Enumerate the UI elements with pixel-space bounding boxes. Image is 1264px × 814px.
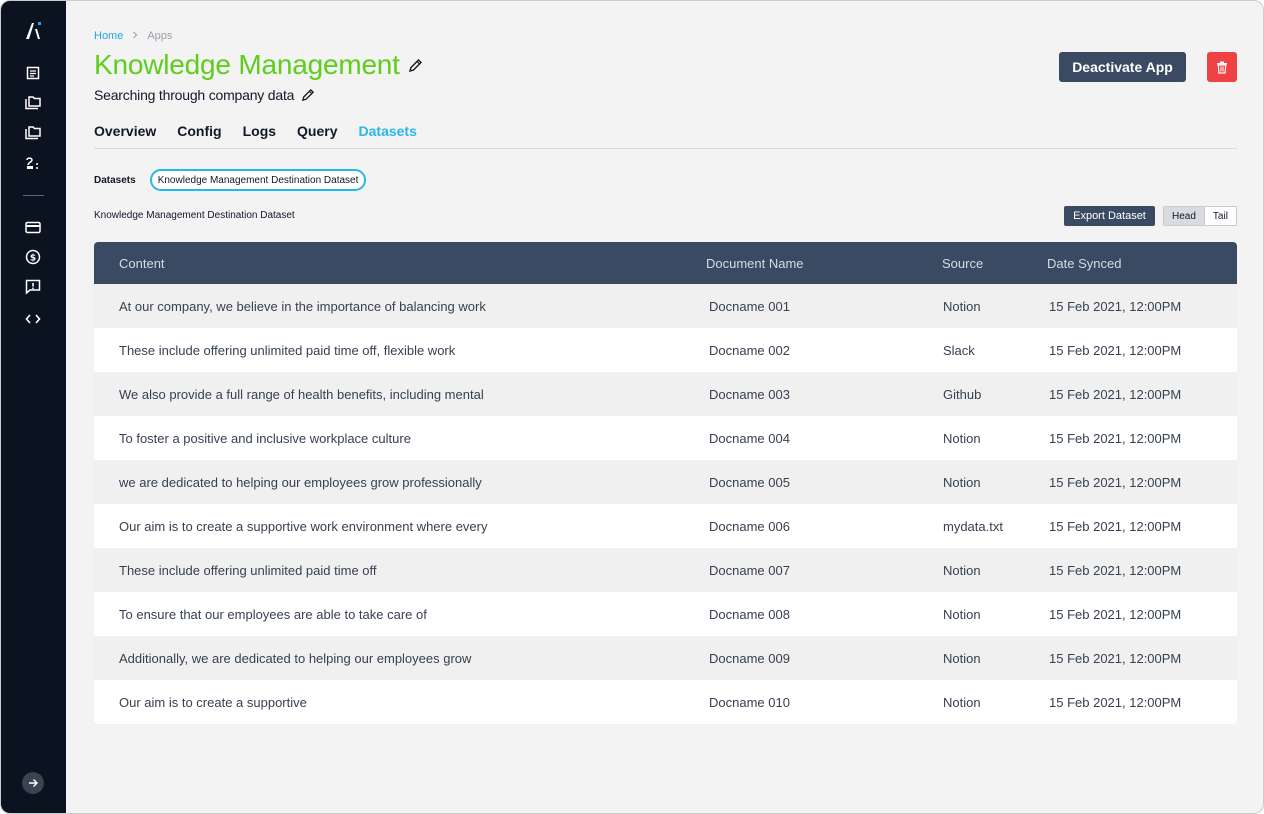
export-dataset-button[interactable]: Export Dataset	[1064, 206, 1155, 226]
cell-content: Our aim is to create a supportive work environment where every	[119, 518, 488, 534]
cell-document-name: Docname 007	[709, 562, 790, 578]
cell-source: Slack	[943, 342, 975, 358]
tab-logs[interactable]: Logs	[242, 123, 277, 139]
cell-document-name: Docname 010	[709, 694, 790, 710]
cell-content: Additionally, we are dedicated to helping our employees grow	[119, 650, 472, 666]
cell-date-synced: 15 Feb 2021, 12:00PM	[1049, 518, 1182, 534]
cell-document-name: Docname 003	[709, 386, 790, 402]
cell-date-synced: 15 Feb 2021, 12:00PM	[1049, 650, 1182, 666]
cell-date-synced: 15 Feb 2021, 12:00PM	[1049, 298, 1182, 314]
dataset-chip[interactable]: Knowledge Management Destination Dataset	[150, 169, 367, 191]
cell-document-name: Docname 004	[709, 430, 790, 446]
deactivate-app-button[interactable]: Deactivate App	[1059, 52, 1186, 82]
cell-date-synced: 15 Feb 2021, 12:00PM	[1049, 386, 1182, 402]
table-row[interactable]	[94, 372, 1237, 416]
svg-text:$: $	[29, 253, 37, 264]
cell-content: We also provide a full range of health benefits, including mental	[119, 386, 484, 402]
tail-option[interactable]: Tail	[1212, 210, 1228, 222]
title-row	[94, 49, 424, 81]
page-subtitle: Searching through company data	[94, 87, 295, 103]
tabs-divider	[94, 148, 1237, 149]
column-header-document-name[interactable]: Document Name	[706, 255, 804, 271]
tab-datasets[interactable]: Datasets	[358, 123, 417, 139]
cell-content: we are dedicated to helping our employees grow professionally	[119, 474, 482, 490]
table-row[interactable]	[94, 284, 1237, 328]
cell-document-name: Docname 001	[709, 298, 790, 314]
cell-date-synced: 15 Feb 2021, 12:00PM	[1049, 606, 1182, 622]
cell-date-synced: 15 Feb 2021, 12:00PM	[1049, 694, 1182, 710]
cell-source: mydata.txt	[943, 518, 1003, 534]
head-option[interactable]: Head	[1164, 207, 1205, 225]
folders-icon[interactable]	[22, 92, 44, 114]
subtitle-row	[94, 87, 316, 103]
tab-query[interactable]: Query	[297, 123, 338, 139]
table-row[interactable]	[94, 680, 1237, 724]
cell-document-name: Docname 009	[709, 650, 790, 666]
cell-content: To ensure that our employees are able to take care of	[119, 606, 427, 622]
cell-content: Our aim is to create a supportive	[119, 694, 307, 710]
cell-document-name: Docname 006	[709, 518, 790, 534]
sidebar	[1, 1, 66, 813]
cell-source: Notion	[943, 430, 981, 446]
cell-source: Notion	[943, 650, 981, 666]
datasets-label: Datasets	[94, 174, 136, 186]
cell-source: Notion	[943, 606, 981, 622]
tab-overview[interactable]: Overview	[94, 123, 157, 139]
cell-source: Notion	[943, 298, 981, 314]
dataset-table	[94, 242, 1237, 724]
table-row[interactable]	[94, 636, 1237, 680]
cell-content: At our company, we believe in the importance of balancing work	[119, 298, 486, 314]
code-icon[interactable]	[22, 308, 44, 330]
main-content	[66, 1, 1263, 813]
table-row[interactable]	[94, 460, 1237, 504]
cell-source: Notion	[943, 562, 981, 578]
plug-icon[interactable]	[22, 152, 44, 174]
cell-document-name: Docname 005	[709, 474, 790, 490]
folder-stack-icon[interactable]	[22, 122, 44, 144]
breadcrumb-home[interactable]: Home	[94, 30, 124, 42]
sidebar-collapse-button[interactable]	[22, 772, 44, 794]
selected-dataset-name: Knowledge Management Destination Dataset	[94, 210, 295, 221]
arrow-right-icon	[27, 777, 39, 789]
cell-date-synced: 15 Feb 2021, 12:00PM	[1049, 430, 1182, 446]
table-row[interactable]	[94, 416, 1237, 460]
cell-date-synced: 15 Feb 2021, 12:00PM	[1049, 474, 1182, 490]
table-row[interactable]	[94, 592, 1237, 636]
cell-date-synced: 15 Feb 2021, 12:00PM	[1049, 342, 1182, 358]
chevron-right-icon	[131, 30, 139, 42]
table-row[interactable]	[94, 504, 1237, 548]
column-header-content[interactable]: Content	[119, 255, 165, 271]
cell-source: Notion	[943, 474, 981, 490]
dollar-icon[interactable]	[22, 246, 44, 268]
logo-icon[interactable]	[22, 20, 44, 42]
card-icon[interactable]	[22, 216, 44, 238]
pencil-icon[interactable]	[408, 57, 424, 73]
breadcrumb-current: Apps	[147, 30, 173, 42]
table-row[interactable]	[94, 548, 1237, 592]
datasets-selector	[94, 169, 366, 191]
cell-date-synced: 15 Feb 2021, 12:00PM	[1049, 562, 1182, 578]
breadcrumb	[94, 30, 172, 42]
cell-source: Notion	[943, 694, 981, 710]
table-row[interactable]	[94, 328, 1237, 372]
cell-content: These include offering unlimited paid time off	[119, 562, 377, 578]
cell-content: To foster a positive and inclusive workplace culture	[119, 430, 411, 446]
cell-document-name: Docname 002	[709, 342, 790, 358]
head-tail-toggle	[1163, 206, 1237, 226]
tab-bar	[94, 123, 417, 139]
document-icon[interactable]	[22, 62, 44, 84]
cell-document-name: Docname 008	[709, 606, 790, 622]
pencil-icon[interactable]	[300, 87, 316, 103]
page-title: Knowledge Management	[94, 49, 400, 80]
column-header-source[interactable]: Source	[942, 255, 984, 271]
sidebar-divider	[23, 195, 44, 196]
cell-content: These include offering unlimited paid time off, flexible work	[119, 342, 456, 358]
trash-icon	[1216, 61, 1228, 74]
delete-app-button[interactable]	[1207, 52, 1237, 82]
feedback-icon[interactable]	[22, 276, 44, 298]
cell-source: Github	[943, 386, 982, 402]
table-header	[94, 242, 1237, 284]
tab-config[interactable]: Config	[177, 123, 222, 139]
column-header-date-synced[interactable]: Date Synced	[1047, 255, 1122, 271]
